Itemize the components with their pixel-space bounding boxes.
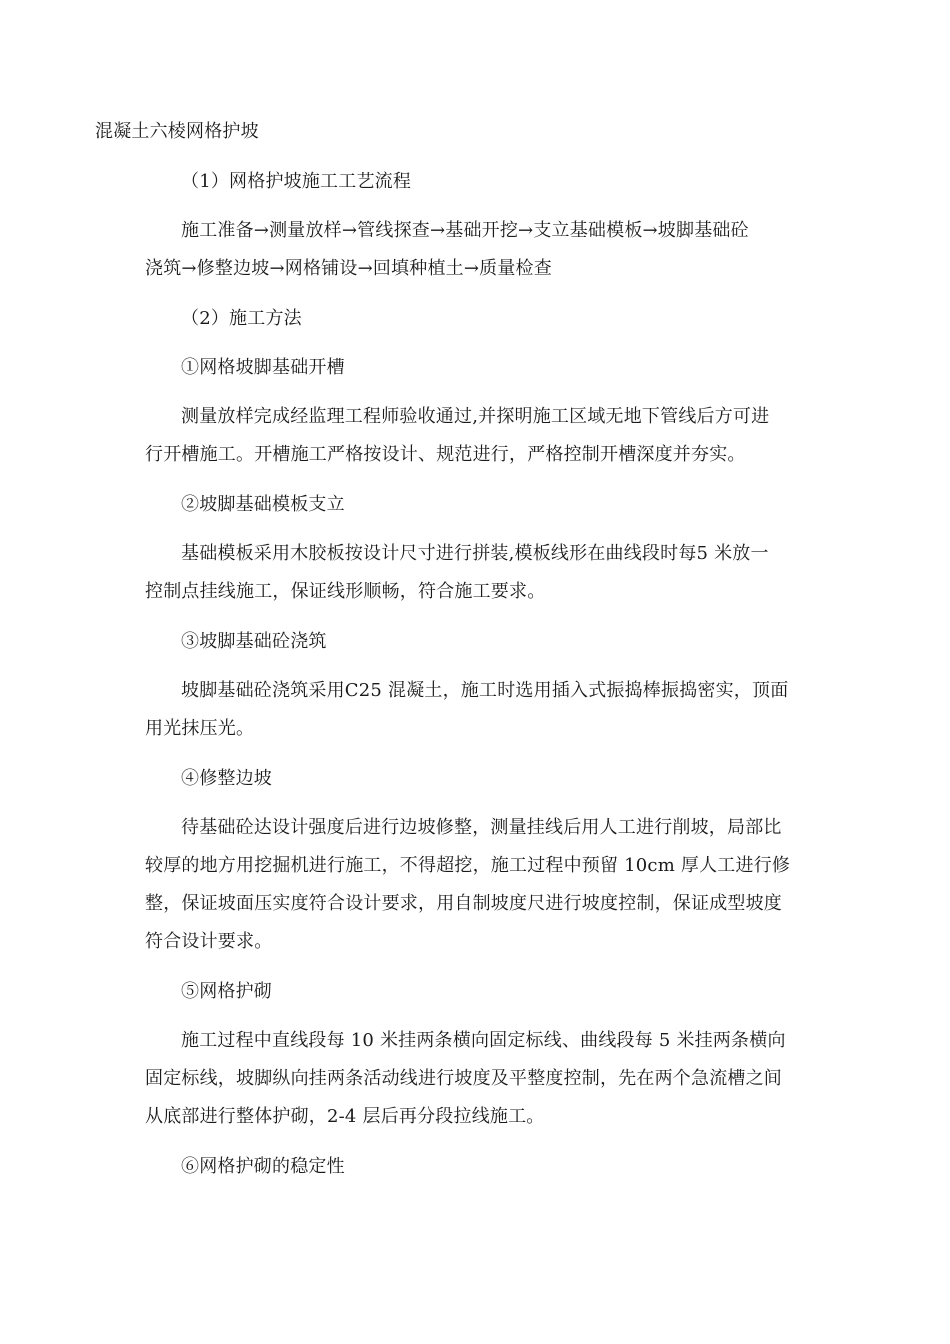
step-heading: ③坡脚基础砼浇筑 (181, 631, 327, 652)
paragraph-line: 坡脚基础砼浇筑采用C25 混凝土，施工时选用插入式振捣棒振捣密实，顶面 (181, 680, 789, 701)
paragraph-line: 控制点挂线施工，保证线形顺畅，符合施工要求。 (145, 581, 546, 602)
paragraph-line: 待基础砼达设计强度后进行边坡修整，测量挂线后用人工进行削坡，局部比 (181, 817, 782, 838)
paragraph-line: 用光抹压光。 (145, 718, 255, 739)
paragraph-line: 浇筑→修整边坡→网格铺设→回填种植土→质量检查 (145, 258, 552, 279)
paragraph-line: 施工过程中直线段每 10 米挂两条横向固定标线、曲线段每 5 米挂两条横向 (181, 1030, 786, 1051)
paragraph-line: 整，保证坡面压实度符合设计要求，用自制坡度尺进行坡度控制，保证成型坡度 (145, 893, 782, 914)
section-heading-method: （2）施工方法 (181, 308, 302, 329)
step-heading: ②坡脚基础模板支立 (181, 494, 345, 515)
paragraph-line: 从底部进行整体护砌，2-4 层后再分段拉线施工。 (145, 1106, 545, 1127)
paragraph-line: 较厚的地方用挖掘机进行施工，不得超挖，施工过程中预留 10cm 厚人工进行修 (145, 855, 791, 876)
step-heading: ⑤网格护砌 (181, 981, 272, 1002)
paragraph-line: 基础模板采用木胶板按设计尺寸进行拼装,模板线形在曲线段时每5 米放一 (181, 543, 769, 564)
paragraph-line: 施工准备→测量放样→管线探查→基础开挖→支立基础模板→坡脚基础砼 (181, 220, 749, 241)
paragraph-line: 行开槽施工。开槽施工严格按设计、规范进行，严格控制开槽深度并夯实。 (145, 444, 746, 465)
paragraph-line: 固定标线，坡脚纵向挂两条活动线进行坡度及平整度控制，先在两个急流槽之间 (145, 1068, 782, 1089)
section-heading-process: （1）网格护坡施工工艺流程 (181, 171, 412, 192)
document-title: 混凝土六棱网格护坡 (95, 121, 259, 142)
step-heading: ⑥网格护砌的稳定性 (181, 1156, 345, 1177)
paragraph-line: 符合设计要求。 (145, 931, 273, 952)
paragraph-line: 测量放样完成经监理工程师验收通过,并探明施工区域无地下管线后方可进 (181, 406, 770, 427)
step-heading: ①网格坡脚基础开槽 (181, 357, 345, 378)
step-heading: ④修整边坡 (181, 768, 272, 789)
